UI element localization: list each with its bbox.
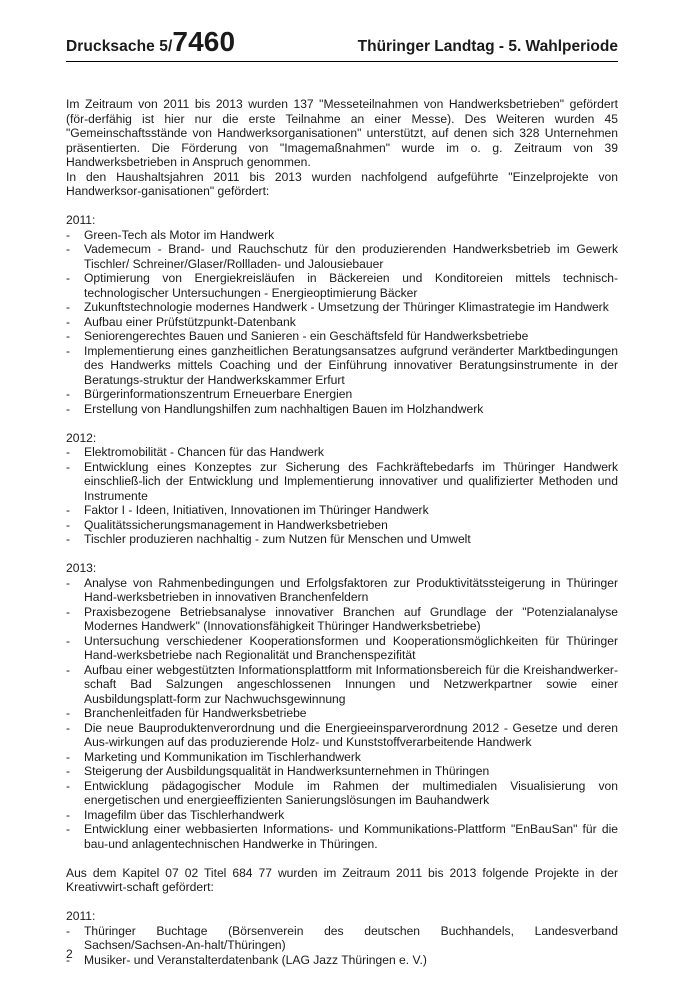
section-year: 2012: [66,430,97,445]
list-item: - Entwicklung pädagogischer Module im Rahmen der multimedialen Visualisierung von energetischen und energieeffizienten Sanierungslösungen im Bauhandwerk [66,779,618,808]
section-2013 [66,561,618,851]
list-item: - Analyse von Rahmenbedingungen und Erfolgsfaktoren zur Produktivitätssteigerung in Thüringer Hand-werksbetrieben in innovativen Branchenfeldern [66,576,618,605]
list-item: - Vademecum - Brand- und Rauchschutz für den produzierenden Handwerksbetrieb im Gewerk Tischler/ Schreiner/Glaser/Rollladen- und Jalousiebauer [66,242,618,271]
list-item: - Musiker- und Veranstalterdatenbank (LAG Jazz Thüringen e. V.) [66,953,618,968]
intro-line-1: Im Zeitraum von 2011 bis 2013 wurden 137 "Messeteilnahmen von Handwerksbetrieben" gefördert (för- [66,97,618,126]
list-item: - Steigerung der Ausbildungsqualität in Handwerksunternehmen in Thüringen [66,764,618,779]
section-2012 [66,431,618,547]
list-item: - Untersuchung verschiedener Kooperationsformen und Kooperationsmöglichkeiten für Thüringer Hand-werksbetriebe nach Regionalität und Branchenspezifität [66,634,618,663]
intro-line-4: ganisationen" gefördert: [141,184,270,198]
page-number: 2 [66,947,73,961]
list-item: - Marketing und Kommunikation im Tischlerhandwerk [66,750,618,765]
section-year: 2013: [66,561,97,575]
list-item: - Praxisbezogene Betriebsanalyse innovativer Branchen auf Grundlage der "Potenzialanalyse Modernes Handwerk" (Innovationsfähigkeit Thüringer Handwerksbetriebe) [66,605,618,634]
doc-label: Drucksache 5/ [66,38,173,55]
section-year: 2011: [66,909,96,923]
page-header [66,28,618,62]
intro-paragraph [66,97,618,199]
document-body [66,97,618,967]
list-item: - Zukunftstechnologie modernes Handwerk - Umsetzung der Thüringer Klimastrategie im Handwerk [66,300,618,315]
list-item: - Elektromobilität - Chancen für das Handwerk [66,445,618,460]
list-item: - Optimierung von Energiekreisläufen in Bäckereien und Konditoreien mittels technisch-technologischer Untersuchungen - Energieoptimierung Bäcker [66,271,618,300]
parliament-title: Thüringer Landtag - 5. Wahlperiode [357,38,618,55]
list-item: - Aufbau einer webgestützten Informationsplattform mit Informationsbereich für die Kreishandwerker-schaft Bad Salzungen angeschlossenen Innungen und Netzwerkpartner sowie einer Ausbildungsplatt-form zur Nachwuchsgewinnung [66,663,618,707]
intro-line-3: In den Haushaltsjahren 2011 bis 2013 wurden nachfolgend aufgeführte "Einzelprojekte von Handwerksor- [66,169,618,198]
list-item: - Thüringer Buchtage (Börsenverein des deutschen Buchhandels, Landesverband Sachsen/Sachsen-An-halt/Thüringen) [66,924,618,953]
list-item: - Seniorengerechtes Bauen und Sanieren - ein Geschäftsfeld für Handwerksbetriebe [66,329,618,344]
intro-line-2: derfähig ist hier nur die erste Teilnahme an einer Messe). Des Weiteren wurden 45 "Gemeinschaftsstände von Handwerksorganisationen" unterstützt, auf denen sich 328 Unternehmen präsentierten. Die Förderung von "Imagemaßnahmen" wurde im o. g. Zeitraum von 39 Handwerksbetrieben in Anspruch genommen. [66,111,618,169]
list-item: - Entwicklung eines Konzeptes zur Sicherung des Fachkräftebedarfs im Thüringer Handwerk einschließ-lich der Entwicklung und Implementierung innovativer und qualifizierter Methoden und Instrumente [66,460,618,504]
list-item: - Aufbau einer Prüfstützpunkt-Datenbank [66,315,618,330]
list-item: - Branchenleitfaden für Handwerksbetriebe [66,706,618,721]
list-item: - Die neue Bauproduktenverordnung und die Energieeinsparverordnung 2012 - Gesetze und deren Aus-wirkungen auf das produzierende Holz- und Kunststoffverarbeitende Handwerk [66,721,618,750]
list-item: - Imagefilm über das Tischlerhandwerk [66,808,618,823]
kapitel-paragraph: Aus dem Kapitel 07 02 Titel 684 77 wurden im Zeitraum 2011 bis 2013 folgende Projekte in der Kreativwirt-schaft gefördert: [66,865,618,894]
document-reference [66,26,236,57]
list-item: - Implementierung eines ganzheitlichen Beratungsansatzes aufgrund veränderter Marktbedingungen des Handwerks mittels Coaching und der Einführung innovativer Beratungsinstrumente in der Beratungs-struktur der Handwerkskammer Erfurt [66,344,618,388]
section-year: 2011: [66,213,96,227]
list-item: - Erstellung von Handlungshilfen zum nachhaltigen Bauen im Holzhandwerk [66,402,618,417]
list-item: - Entwicklung einer webbasierten Informations- und Kommunikations-Plattform "EnBauSan" für die bau-und anlagentechnischen Handwerke in Thüringen. [66,822,618,851]
list-item: - Bürgerinformationszentrum Erneuerbare Energien [66,387,618,402]
list-item: - Green-Tech als Motor im Handwerk [66,228,618,243]
list-item: - Qualitätssicherungsmanagement in Handwerksbetrieben [66,518,618,533]
section-2011 [66,213,618,416]
section-kreativ-2011 [66,909,618,967]
doc-number: 7460 [172,26,236,57]
list-item: - Tischler produzieren nachhaltig - zum Nutzen für Menschen und Umwelt [66,532,618,547]
list-item: - Faktor I - Ideen, Initiativen, Innovationen im Thüringer Handwerk [66,503,618,518]
